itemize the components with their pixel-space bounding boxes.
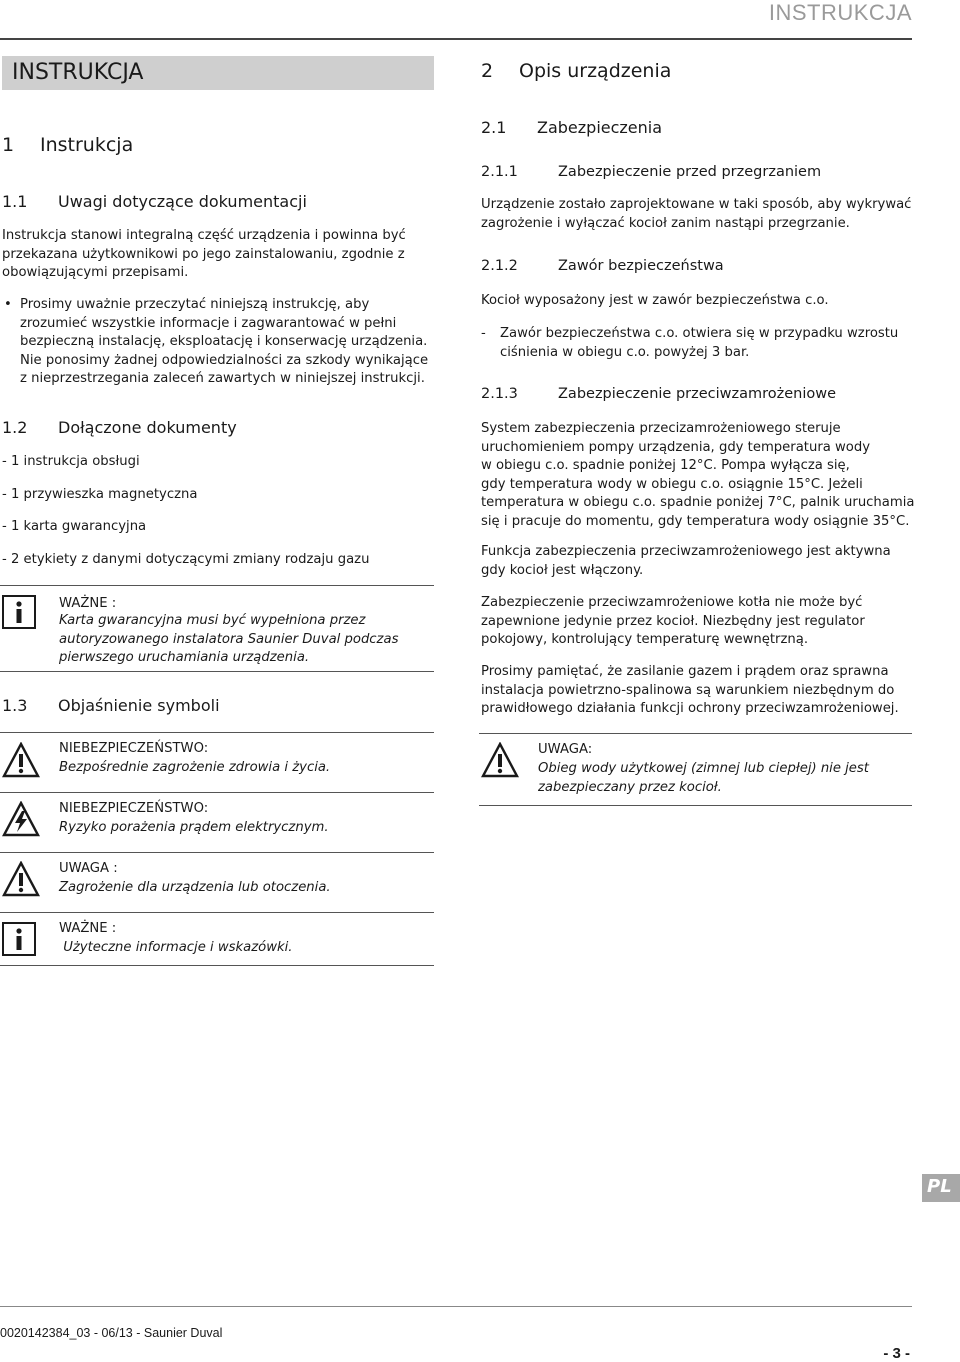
symbol-rule [0, 792, 434, 793]
heading-1-2: 1.2 Dołączone dokumenty [2, 418, 237, 437]
paragraph-frost-1: System zabezpieczenia przecizamrożeniowego steruje uruchomieniem pompy urządzenia, gdy temperatura wody w obiegu c.o. spadnie poniżej 12°C. Pompa wyłącza się, gdy temperatura wody w obiegu c.o. osiągnie 15°C. Jeżeli temperatura w obiegu c.o. spadnie poniżej 7°C, palnik uruchamia się i pracuje do momentu, gdy temperatura wody osiągnie 35°C. [481, 421, 915, 529]
paragraph-frost-2: Funkcja zabezpieczenia przeciwzamrożeniowego jest aktywna gdy kocioł jest włączony. [481, 544, 891, 578]
paragraph-frost-3: Zabezpieczenie przeciwzamrożeniowe kotła nie może być zapewnione jedynie przez kocioł. Niezbędny jest regulator pokojowy, kontrolujący temperaturę wewnętrzną. [481, 595, 865, 647]
paragraph-documentation: Instrukcja stanowi integralną część urządzenia i powinna być przekazana użytkownikowi po jego zainstalowaniu, zgodnie z obowiązującymi przepisami. [2, 228, 406, 280]
list-item: Zawór bezpieczeństwa c.o. otwiera się w przypadku wzrostu ciśnienia w obiegu c.o. powyżej 3 bar. [500, 326, 899, 360]
note-rule-bottom [479, 805, 912, 806]
symbol-text: Zagrożenie dla urządzenia lub otoczenia. [59, 880, 331, 895]
language-badge: PL [922, 1174, 960, 1202]
note-text: Obieg wody użytkowej (zimnej lub ciepłej) nie jest zabezpieczany przez kocioł. [538, 761, 869, 795]
heading-2: 2 Opis urządzenia [481, 60, 672, 82]
symbol-rule [0, 965, 434, 966]
paragraph-overheat: Urządzenie zostało zaprojektowane w taki sposób, aby wykrywać zagrożenie i wyłączać kocioł zanim nastąpi przegrzanie. [481, 197, 912, 231]
paragraph-valve: Kocioł wyposażony jest w zawór bezpieczeństwa c.o. [481, 293, 829, 308]
caution-icon [2, 861, 40, 897]
note-rule-bottom [0, 671, 434, 672]
symbol-heading: NIEBEZPIECZEŃSTWO: [59, 801, 209, 816]
symbol-rule [0, 852, 434, 853]
heading-2-1-2: 2.1.2 Zawór bezpieczeństwa [481, 258, 724, 274]
section-banner [2, 56, 434, 90]
header-rule [0, 38, 912, 40]
note-rule-top [0, 585, 434, 586]
symbol-rule [0, 732, 434, 733]
symbol-heading: WAŻNE : [59, 921, 117, 936]
running-header: INSTRUKCJA [768, 0, 912, 25]
list-item: - 1 instrukcja obsługi [2, 454, 140, 469]
note-rule-top [479, 733, 912, 734]
note-heading: UWAGA: [538, 742, 593, 757]
heading-1: 1 Instrukcja [2, 134, 134, 156]
symbol-text: Ryzyko porażenia prądem elektrycznym. [59, 820, 329, 835]
heading-2-1-1: 2.1.1 Zabezpieczenie przed przegrzaniem [481, 164, 822, 180]
heading-2-1: 2.1 Zabezpieczenia [481, 118, 663, 137]
note-heading: WAŻNE : [59, 596, 117, 611]
heading-1-3: 1.3 Objaśnienie symboli [2, 696, 220, 715]
caution-icon [481, 742, 519, 778]
page-number: - 3 - [883, 1345, 910, 1362]
list-item: - 1 karta gwarancyjna [2, 519, 147, 534]
symbol-text: Bezpośrednie zagrożenie zdrowia i życia. [59, 760, 331, 775]
list-item: - 1 przywieszka magnetyczna [2, 487, 198, 502]
paragraph-frost-4: Prosimy pamiętać, że zasilanie gazem i prądem oraz sprawna instalacja powietrzno-spalinowa są warunkiem niezbędnym do prawidłowego działania funkcji ochrony przeciwzamrożeniowej. [481, 664, 899, 716]
symbol-heading: UWAGA : [59, 861, 118, 876]
symbol-heading: NIEBEZPIECZEŃSTWO: [59, 741, 209, 756]
document-code: 0020142384_03 - 06/13 - Saunier Duval [0, 1326, 223, 1340]
symbol-text: Użyteczne informacje i wskazówki. [59, 940, 293, 955]
footer-rule [0, 1306, 912, 1307]
heading-2-1-3: 2.1.3 Zabezpieczenie przeciwzamrożeniowe [481, 386, 837, 402]
info-icon [2, 922, 36, 956]
list-item: - 2 etykiety z danymi dotyczącymi zmiany rodzaju gazu [2, 552, 370, 567]
symbol-rule [0, 912, 434, 913]
list-dash: - [481, 326, 486, 341]
note-text: Karta gwarancyjna musi być wypełniona przez autoryzowanego instalatora Saunier Duval podczas pierwszego uruchamiania urządzenia. [59, 613, 399, 665]
info-icon [2, 595, 36, 629]
warning-icon [2, 742, 40, 778]
bullet-mark: • [4, 297, 12, 312]
bullet-paragraph: Prosimy uważnie przeczytać niniejszą instrukcję, aby zrozumieć wszystkie informacje i zagwarantować w pełni bezpieczną instalację, eksploatację i konserwację urządzenia. Nie ponosimy żadnej odpowiedzialności za szkody wynikające z nieprzestrzegania zaleceń zawartych w niniejszej instrukcji. [20, 297, 429, 386]
banner-title: INSTRUKCJA [12, 60, 144, 85]
electric-shock-icon [2, 801, 40, 837]
heading-1-1: 1.1 Uwagi dotyczące dokumentacji [2, 192, 307, 211]
